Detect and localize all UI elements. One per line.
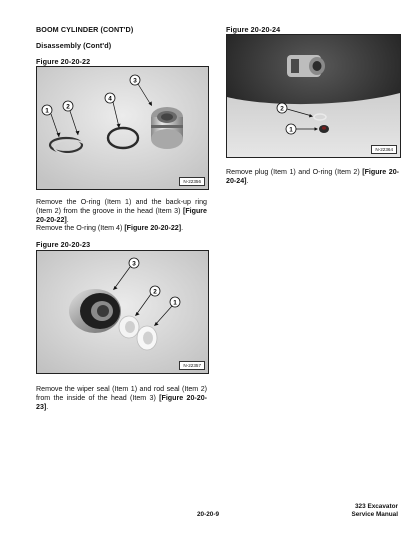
svg-text:4: 4 (108, 95, 112, 103)
svg-text:1: 1 (289, 126, 293, 134)
svg-text:3: 3 (133, 77, 137, 85)
plug-photo (227, 35, 400, 157)
figure-tag: N-22356 (179, 177, 205, 186)
footer-model: 323 Excavator (355, 503, 398, 510)
svg-text:2: 2 (66, 103, 70, 111)
figure-tag: N-22364 (371, 145, 397, 154)
figure-label-20-20-23: Figure 20-20-23 (36, 240, 91, 249)
seal-head-photo (37, 251, 208, 373)
figure-ref: [Figure 20-20-22] (124, 224, 182, 232)
figure-ref: [Figure 20-20-24] (226, 168, 399, 186)
svg-text:3: 3 (132, 260, 136, 268)
svg-text:2: 2 (280, 105, 284, 113)
paragraph-remove-plug: Remove plug (Item 1) and O-ring (Item 2) [Figure 20-20-24]. (226, 168, 399, 186)
section-title: BOOM CYLINDER (CONT'D) (36, 25, 134, 34)
svg-text:1: 1 (173, 299, 177, 307)
seal-parts-photo (37, 67, 208, 189)
paragraph-remove-oring-4: Remove the O-ring (Item 4) [Figure 20-20-22]. (36, 224, 184, 232)
paragraph-remove-wiper-rod-seal: Remove the wiper seal (Item 1) and rod seal (Item 2) from the inside of the head (Item 3) [Figure 20-20-23]. (36, 385, 208, 412)
svg-text:2: 2 (153, 288, 157, 296)
page-number: 20-20-9 (196, 511, 220, 518)
figure-ref: [Figure 20-20-23] (36, 394, 208, 412)
figure-tag: N-22357 (179, 361, 205, 370)
figure-label-20-20-24: Figure 20-20-24 (226, 25, 281, 34)
figure-20-20-24 (226, 34, 401, 158)
footer-manual: Service Manual (351, 511, 398, 518)
subsection-title: Disassembly (Cont'd) (36, 41, 112, 50)
paragraph-remove-oring-backup: Remove the O-ring (Item 1) and the back-up ring (Item 2) from the groove in the head (Item 3) [Figure 20-20-22]. (36, 198, 207, 225)
figure-ref: [Figure 20-20-22] (36, 207, 207, 225)
figure-20-20-23 (36, 250, 209, 374)
svg-text:1: 1 (45, 107, 49, 115)
figure-label-20-20-22: Figure 20-20-22 (36, 57, 91, 66)
figure-20-20-22 (36, 66, 209, 190)
